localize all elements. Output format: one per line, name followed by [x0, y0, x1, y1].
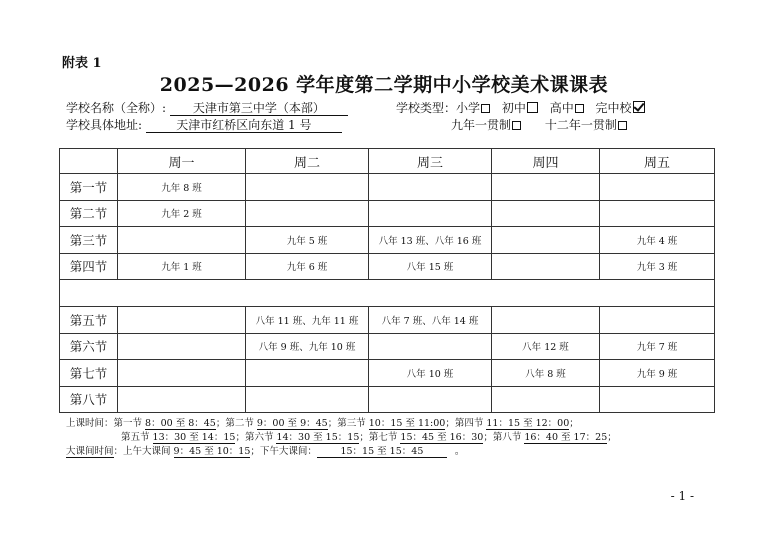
class-time-label: 上课时间：: [66, 418, 114, 429]
class-cell: 九年 2 班: [118, 200, 246, 227]
class-cell: 八年 15 班: [369, 253, 492, 280]
system-twelve-checkbox[interactable]: [618, 121, 627, 130]
class-time-line-2: [121, 429, 617, 444]
class-cell: 八年 11 班、九年 11 班: [246, 307, 369, 334]
system-twelve-label: 十二年一贯制: [544, 118, 617, 132]
type-complete-label: 完中校: [595, 101, 632, 115]
class-cell: [492, 253, 600, 280]
table-row: [60, 386, 715, 413]
break-time-line: [66, 443, 464, 458]
class-cell: [492, 386, 600, 413]
class-cell: 八年 13 班、八年 16 班: [369, 227, 492, 254]
period-cell: 第六节: [60, 333, 118, 360]
class-cell: [369, 386, 492, 413]
day-header: 周三: [369, 149, 492, 174]
class-cell: [492, 307, 600, 334]
class-cell: 八年 7 班、八年 14 班: [369, 307, 492, 334]
afternoon-break-value: 15：15 至 15：45: [317, 446, 447, 458]
lunch-break-row: [60, 280, 715, 307]
time-range-value: 10：15 至 11:00: [368, 418, 446, 429]
class-cell: 九年 3 班: [600, 253, 715, 280]
type-primary-checkbox[interactable]: [481, 104, 490, 113]
period-cell: 第二节: [60, 200, 118, 227]
type-senior-label: 高中: [549, 101, 574, 115]
class-cell: [246, 386, 369, 413]
school-address-row: [66, 116, 342, 133]
time-range-value: 8：00 至 8：45: [145, 418, 216, 429]
class-cell: [246, 360, 369, 387]
period-label: 第五节: [121, 432, 153, 443]
time-range-value: 11：15 至 12：00: [486, 418, 570, 429]
table-row: [60, 360, 715, 387]
school-system-row: [451, 116, 629, 133]
period-label: ；: [569, 418, 579, 429]
class-cell: [492, 227, 600, 254]
corner-cell: [60, 149, 118, 174]
address-label: 学校具体地址:: [66, 118, 143, 132]
school-name-value: 天津市第三中学（本部）: [170, 102, 348, 116]
type-complete-checkbox-checked[interactable]: [633, 101, 645, 113]
class-cell: [118, 307, 246, 334]
system-nine-checkbox[interactable]: [512, 121, 521, 130]
period-label: ；: [607, 432, 617, 443]
page-number: - 1 -: [670, 489, 694, 503]
period-label: ；第六节: [235, 432, 277, 443]
time-range-value: 14：30 至 15：15: [276, 432, 360, 443]
afternoon-break-label: ；下午大课间：: [250, 446, 317, 457]
class-time-periods-1: [114, 418, 579, 429]
type-junior-checkbox[interactable]: [527, 102, 538, 113]
class-cell: [118, 227, 246, 254]
class-cell: 九年 4 班: [600, 227, 715, 254]
period-cell: 第五节: [60, 307, 118, 334]
table-row: [60, 200, 715, 227]
period-cell: 第一节: [60, 174, 118, 201]
class-cell: [118, 386, 246, 413]
class-cell: [369, 333, 492, 360]
class-cell: [600, 200, 715, 227]
class-cell: [600, 307, 715, 334]
time-range-value: 13：30 至 14：15: [152, 432, 236, 443]
school-type-row: [396, 99, 647, 116]
table-row: [60, 253, 715, 280]
period-cell: 第七节: [60, 360, 118, 387]
class-cell: [600, 386, 715, 413]
period-label: ；第二节: [215, 418, 257, 429]
time-range-value: 9：00 至 9：45: [256, 418, 328, 429]
morning-break-value: 9：45 至 10：15: [173, 446, 251, 457]
class-cell: 八年 10 班: [369, 360, 492, 387]
period-cell: 第八节: [60, 386, 118, 413]
day-header: 周一: [118, 149, 246, 174]
school-name-row: [66, 99, 348, 116]
break-end: 。: [454, 446, 465, 457]
table-row: [60, 174, 715, 201]
system-nine-label: 九年一贯制: [451, 118, 512, 132]
break-label: 大课间时间: [66, 446, 114, 457]
class-cell: 九年 1 班: [118, 253, 246, 280]
class-cell: [246, 174, 369, 201]
day-header: 周五: [600, 149, 715, 174]
table-row: [60, 333, 715, 360]
schedule-table: [59, 148, 715, 413]
class-cell: 八年 9 班、九年 10 班: [246, 333, 369, 360]
period-label: ；第八节: [483, 432, 525, 443]
class-cell: 九年 8 班: [118, 174, 246, 201]
table-row: [60, 227, 715, 254]
period-label: ；第三节: [327, 418, 369, 429]
type-primary-label: 小学: [456, 101, 481, 115]
class-cell: [118, 360, 246, 387]
morning-break-label: ：上午大课间: [113, 446, 174, 457]
class-cell: [492, 200, 600, 227]
break-cell: [60, 280, 715, 307]
time-range-value: 15：45 至 16：30: [400, 432, 484, 443]
class-cell: [246, 200, 369, 227]
page-title: 2025—2026 学年度第二学期中小学校美术课课表: [159, 74, 609, 96]
type-junior-label: 初中: [501, 101, 526, 115]
class-cell: [369, 200, 492, 227]
school-name-label: 学校名称（全称）:: [66, 101, 167, 115]
table-row: [60, 307, 715, 334]
class-cell: [492, 174, 600, 201]
class-cell: 九年 7 班: [600, 333, 715, 360]
period-label: ；第七节: [359, 432, 401, 443]
class-time-line-1: [66, 415, 579, 430]
class-cell: 八年 12 班: [492, 333, 600, 360]
class-cell: [118, 333, 246, 360]
period-label: ；第四节: [445, 418, 487, 429]
table-header-row: [60, 149, 715, 174]
class-time-periods-2: [121, 432, 617, 443]
class-cell: 九年 9 班: [600, 360, 715, 387]
day-header: 周二: [246, 149, 369, 174]
school-type-label: 学校类型：: [396, 101, 457, 115]
class-cell: [600, 174, 715, 201]
day-header: 周四: [492, 149, 600, 174]
class-cell: 八年 8 班: [492, 360, 600, 387]
type-senior-checkbox[interactable]: [575, 104, 584, 113]
attachment-label: 附表 1: [62, 56, 102, 71]
address-value: 天津市红桥区向东道 1 号: [146, 119, 342, 133]
period-label: 第一节: [113, 418, 146, 429]
time-range-value: 16：40 至 17：25: [524, 432, 608, 443]
class-cell: 九年 6 班: [246, 253, 369, 280]
period-cell: 第三节: [60, 227, 118, 254]
period-cell: 第四节: [60, 253, 118, 280]
class-cell: 九年 5 班: [246, 227, 369, 254]
class-cell: [369, 174, 492, 201]
